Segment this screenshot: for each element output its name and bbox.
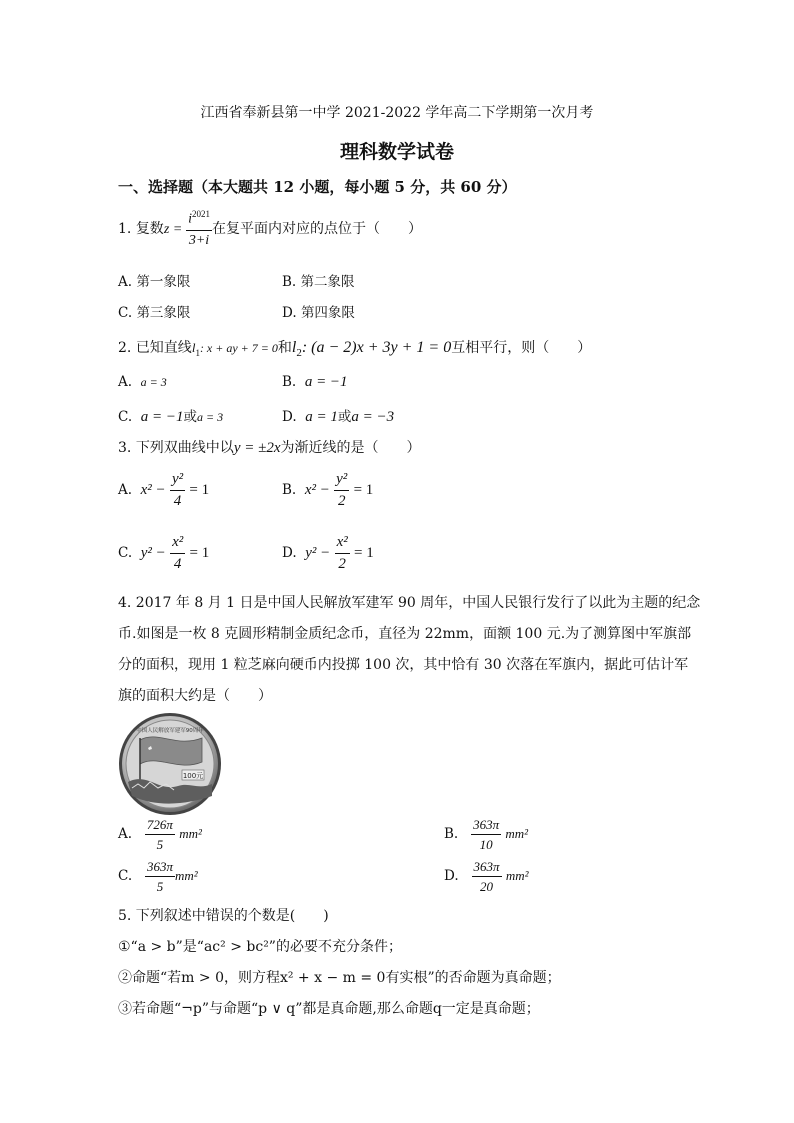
- q4-option-a: A. $\frac{726\pi}{5}$ mm²: [118, 817, 202, 852]
- q5-item-1: ①“a > b”是“ac² > bc²”的必要不充分条件；: [118, 939, 402, 955]
- q4-option-b: B. $\frac{363\pi}{10}$ mm²: [444, 817, 529, 852]
- section-heading: 一、选择题（本大题共 12 小题，每小题 5 分，共 60 分）: [118, 178, 517, 196]
- q2-option-b: B. a = −1: [282, 374, 348, 390]
- q1-number: 1.: [118, 220, 132, 237]
- school-line: 江西省奉新县第一中学 2021-2022 学年高二下学期第一次月考: [200, 105, 594, 121]
- coin-rim-text: 中国人民解放军建军90周年: [136, 728, 204, 734]
- q1-suffix: 在复平面内对应的点位于（ ）: [211, 220, 422, 237]
- q1-option-a: A. 第一象限: [118, 274, 191, 290]
- q1-var: z: [163, 221, 170, 237]
- q1-num-base: i: [188, 211, 192, 227]
- q2-option-c: C. a = −1或a = 3: [118, 409, 224, 425]
- coin-flag: [140, 737, 202, 765]
- q1-num-exp: 2021: [191, 209, 210, 219]
- exam-title: 理科数学试卷: [339, 141, 454, 163]
- q1-eq: =: [173, 221, 182, 237]
- question-1-stem: [118, 210, 422, 248]
- q5-item-2: ②命题“若m > 0，则方程x² + x − m = 0有实根”的否命题为真命题；: [118, 970, 561, 986]
- q1-option-b: B. 第二象限: [282, 274, 355, 290]
- q3-option-a: A. x² − $\frac{\text{y²}}{4}$ = 1: [118, 471, 210, 509]
- commemorative-coin-image: [118, 712, 222, 816]
- q2-option-d: D. a = 1或a = −3: [282, 409, 395, 425]
- coin-value-text: 100元: [182, 772, 204, 780]
- q3-option-b: B. x² − $\frac{\text{y²}}{2}$ = 1: [282, 471, 374, 509]
- q4-line-2: 币.如图是一枚 8 克圆形精制金质纪念币，直径为 22mm，面额 100 元.为了测算图中军旗部: [118, 626, 692, 642]
- q1-fraction: [186, 210, 212, 248]
- q4-option-d: D. $\frac{363\pi}{20}$ mm²: [444, 859, 529, 894]
- question-2-stem: 2. 已知直线$l_1$: x + ay + 7 = 0和$l_2$: (a − 2)x + 3y + 1 = 0互相平行，则（ ）: [118, 339, 592, 359]
- question-5-stem: 5. 下列叙述中错误的个数是( ): [118, 908, 329, 924]
- q4-line-4: 旗的面积大约是（ ）: [118, 688, 272, 704]
- q3-option-c: C. y² − $\frac{\text{x²}}{4}$ = 1: [118, 534, 210, 572]
- q1-option-c: C. 第三象限: [118, 305, 191, 321]
- q1-den: 3+i: [188, 232, 210, 248]
- q4-line-1: 4. 2017 年 8 月 1 日是中国人民解放军建军 90 周年，中国人民银行发行了以此为主题的纪念: [118, 595, 701, 611]
- q1-option-d: D. 第四象限: [282, 305, 355, 321]
- question-3-stem: 3. 下列双曲线中以y = ±2x为渐近线的是（ ）: [118, 440, 421, 456]
- question-4-stem: [118, 588, 701, 712]
- q2-option-a: A. a = 3: [118, 374, 167, 390]
- q5-item-3: ③若命题“¬p”与命题“p ∨ q”都是真命题,那么命题q一定是真命题；: [118, 1001, 540, 1017]
- q3-option-d: D. y² − $\frac{\text{x²}}{2}$ = 1: [282, 534, 374, 572]
- q4-option-c: C. $\frac{363\pi}{5}$ mm²: [118, 859, 198, 894]
- q4-line-3: 分的面积，现用 1 粒芝麻向硬币内投掷 100 次，其中恰有 30 次落在军旗内，据此可估计军: [118, 657, 689, 673]
- q1-prefix: 复数: [135, 220, 164, 237]
- coin-svg: [118, 712, 222, 816]
